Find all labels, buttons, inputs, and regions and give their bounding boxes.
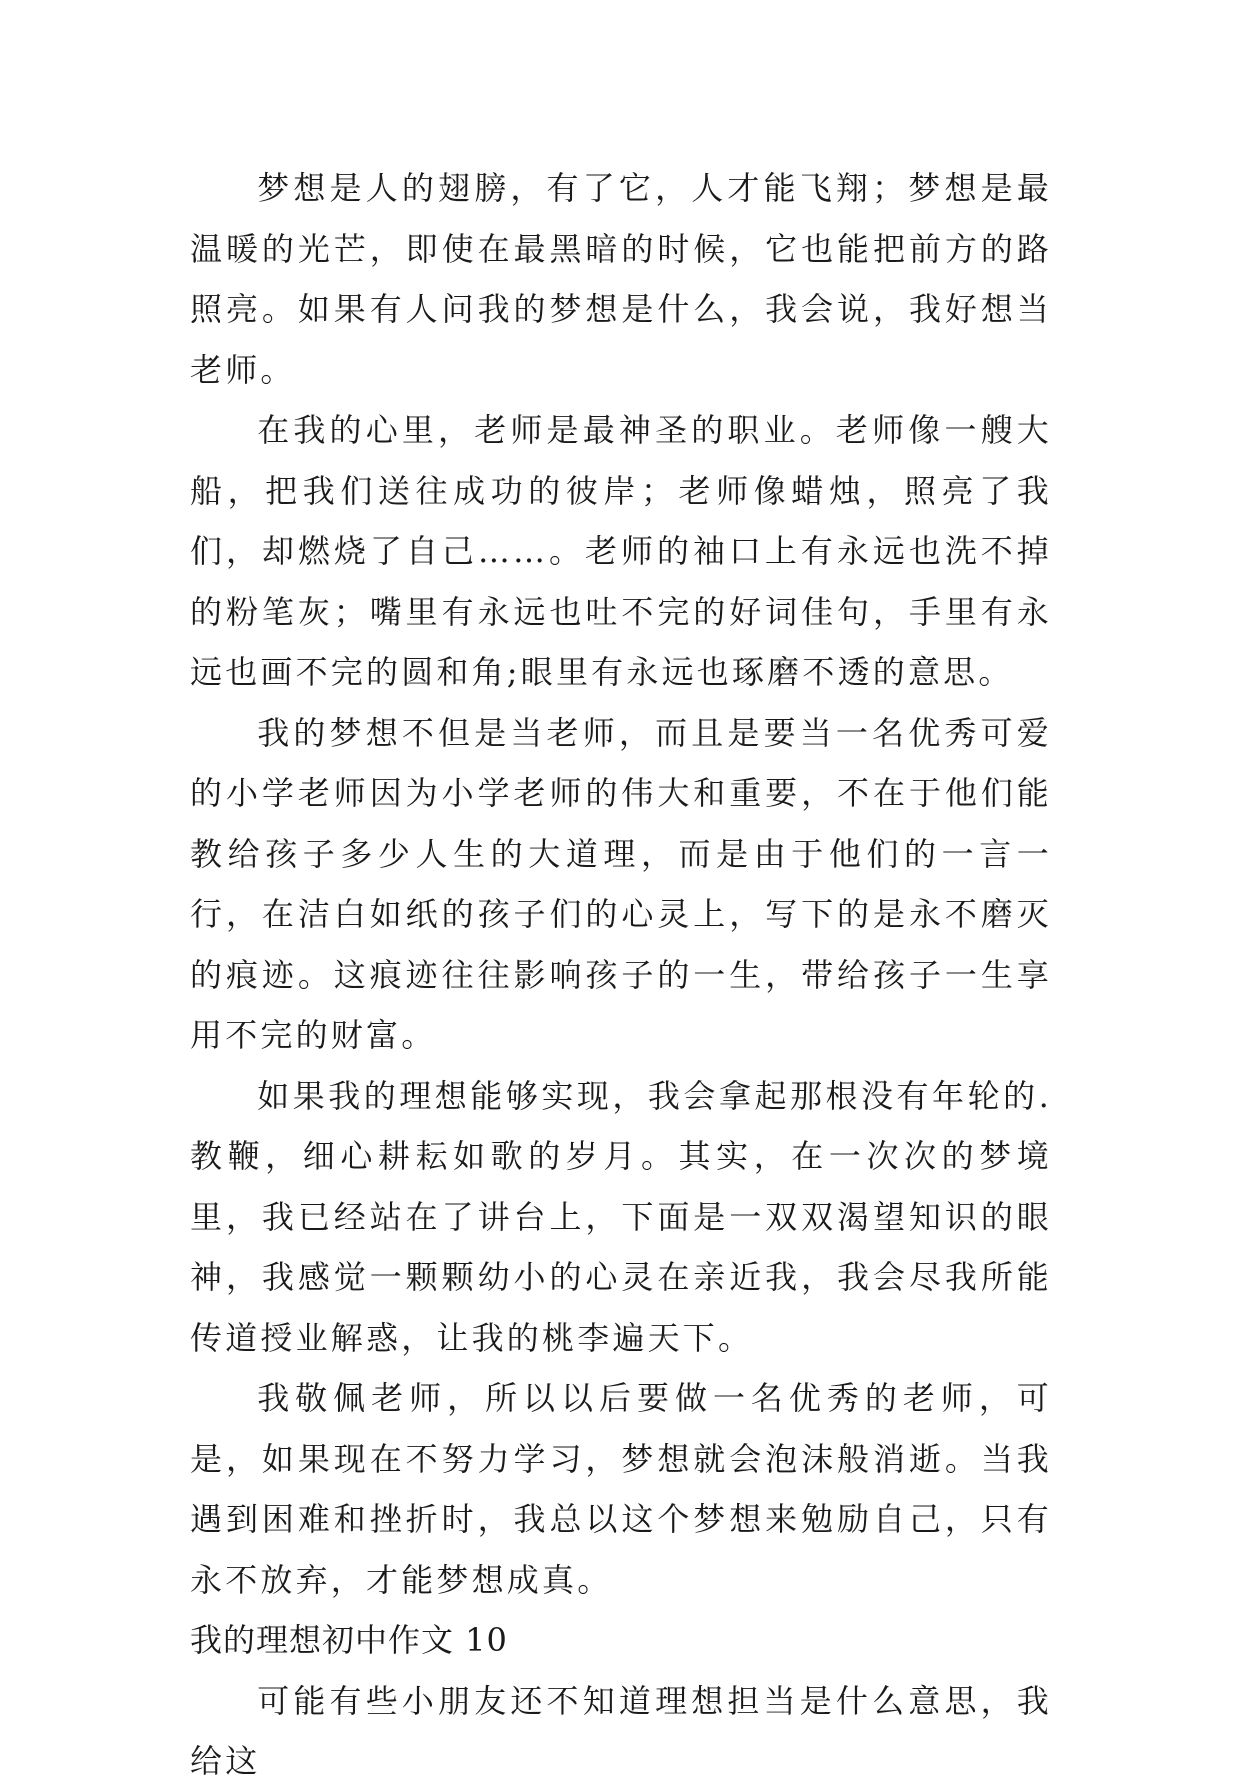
document-body: [190, 158, 1052, 1792]
section-heading: 我的理想初中作文 10: [190, 1621, 508, 1659]
paragraph-3: 我的梦想不但是当老师，而且是要当一名优秀可爱的小学老师因为小学老师的伟大和重要，不在于他们能教给孩子多少人生的大道理，而是由于他们的一言一行，在洁白如纸的孩子们的心灵上，写下的是永不磨灭的痕迹。这痕迹往往影响孩子的一生，带给孩子一生享用不完的财富。: [190, 713, 1052, 1054]
paragraph-1: 梦想是人的翅膀，有了它，人才能飞翔；梦想是最温暖的光芒，即使在最黑暗的时候，它也能把前方的路照亮。如果有人问我的梦想是什么，我会说，我好想当老师。: [190, 169, 1052, 389]
paragraph-6: 可能有些小朋友还不知道理想担当是什么意思，我给这: [190, 1681, 1052, 1780]
paragraph-4: 如果我的理想能够实现，我会拿起那根没有年轮的.教鞭，细心耕耘如歌的岁月。其实，在一次次的梦境里，我已经站在了讲台上，下面是一双双渴望知识的眼神，我感觉一颗颗幼小的心灵在亲近我，我会尽我所能传道授业解惑，让我的桃李遍天下。: [190, 1076, 1052, 1357]
paragraph-2: 在我的心里，老师是最神圣的职业。老师像一艘大船，把我们送往成功的彼岸；老师像蜡烛，照亮了我们，却燃烧了自己……。老师的袖口上有永远也洗不掉的粉笔灰；嘴里有永远也吐不完的好词佳句，手里有永远也画不完的圆和角;眼里有永远也琢磨不透的意思。: [190, 411, 1052, 691]
paragraph-5: 我敬佩老师，所以以后要做一名优秀的老师，可是，如果现在不努力学习，梦想就会泡沫般消逝。当我遇到困难和挫折时，我总以这个梦想来勉励自己，只有永不放弃，才能梦想成真。: [190, 1379, 1052, 1599]
